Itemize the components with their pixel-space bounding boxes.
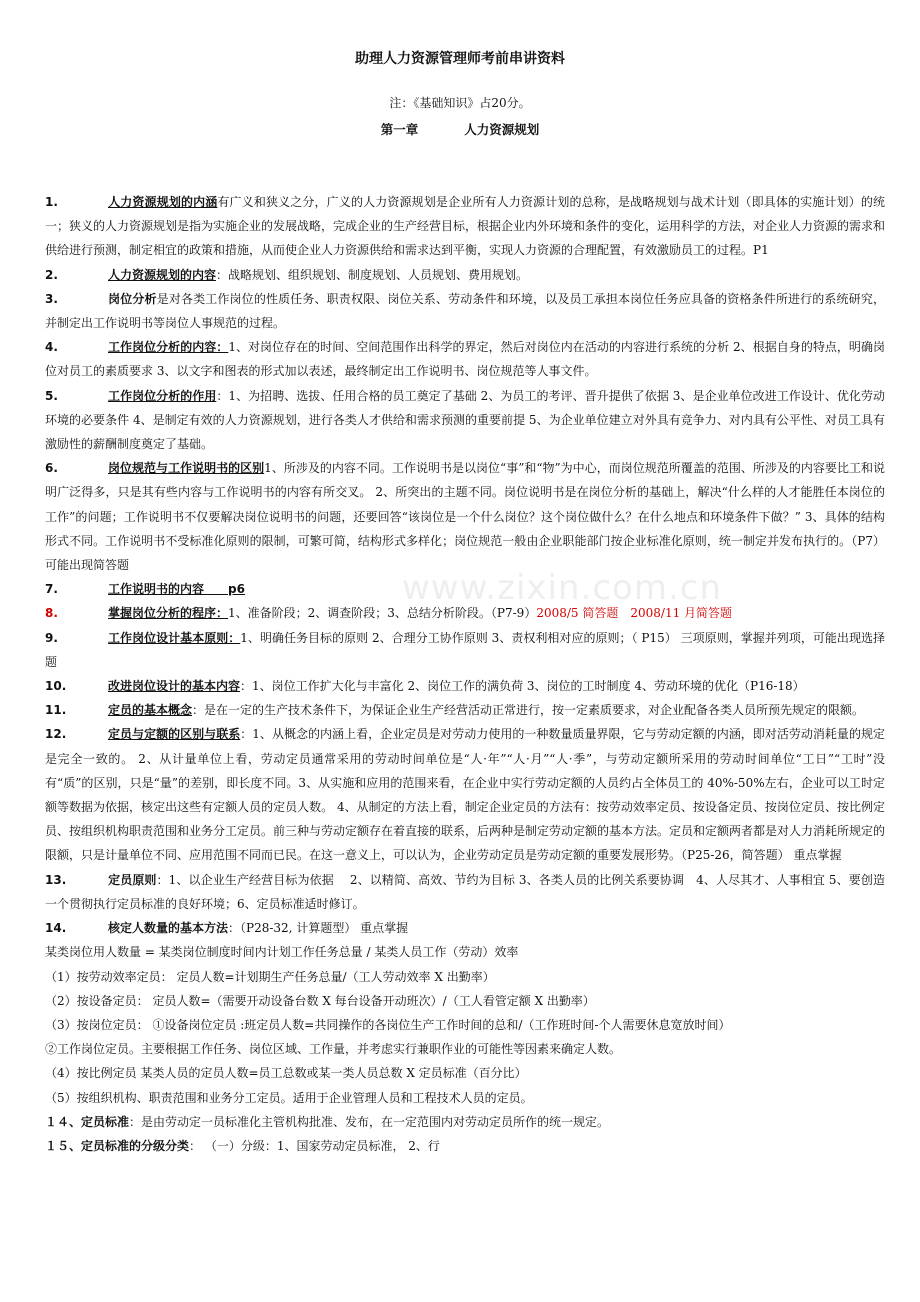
item-heading: 岗位分析 [108,291,157,306]
item-exam-note: 2008/5 简答题 2008/11 月简答题 [536,606,733,621]
item-number: 2. [45,267,58,282]
item-heading: 工作岗位分析的作用 [108,388,217,403]
item-paragraph [45,384,885,457]
formula-line: （5）按组织机构、职责范围和业务分工定员。适用于企业管理人员和工程技术人员的定员。 [45,1090,533,1105]
item-number: 4. [45,340,58,355]
item-paragraph [45,722,885,867]
item-text: ：1、岗位工作扩大化与丰富化 2、岗位工作的满负荷 3、岗位的工时制度 4、劳动环境的优化（P16-18） [240,679,805,694]
item-heading: 人力资源规划的内容 [108,267,217,282]
item-paragraph [45,916,885,940]
document-body [45,190,885,1158]
watermark: www.zixin.com.cn [402,568,722,608]
item-paragraph [45,456,885,577]
item-heading: 掌握岗位分析的程序： [108,606,229,621]
item-heading: 岗位规范与工作说明书的区别 [108,461,265,476]
item-text: ：1、从概念的内涵上看，企业定员是对劳动力使用的一种数量质量界限，它与劳动定额的内涵，即对活劳动消耗量的规定是完全一致的。 2、从计量单位上看，劳动定员通常采用的劳动时间单位是“人·年”“人·月”“人·季”，与劳动定额所采用的劳动时间单位“工日”“工时”没有“质”的区别，只是“量”的差别，即长度不同。3、从实施和应用的范围来看，在企业中实行劳动定额的人员约占全体员工的 40%-50%左右，企业可以工时定额等数据为依据，核定出这些有定额人员的定员人数。 4、从制定的方法上看，制定企业定员的方法有：按劳动效率定员、按设备定员、按岗位定员、按比例定员、按组织机构职责范围和业务分工定员。前三种与劳动定额存在着直接的联系，后两种是制定劳动定额的基本方法。定员和定额两者都是对人力消耗所规定的限额，只是计量单位不同、应用范围不同而已民。在这一意义上，可以认为，企业劳动定员是劳动定额的重要发展形势。（P25-26，简答题） 重点掌握 [45,727,886,863]
item-number: 11. [45,703,67,718]
formula-line: （3）按岗位定员： ①设备岗位定员 :班定员人数=共同操作的各岗位生产工作时间的总和/（工作班时间-个人需要休息宽放时间） [45,1017,731,1032]
tail-paragraph [45,1134,885,1158]
item-text: ：战略规划、组织规划、制度规划、人员规划、费用规划。 [216,267,529,282]
item-number: 3. [45,291,58,306]
item-heading: 定员的基本概念 [108,703,193,718]
item-heading: 工作说明书的内容 p6 [108,582,245,597]
formula-line: 某类岗位用人数量 = 某类岗位制度时间内计划工作任务总量 / 某类人员工作（劳动）效率 [45,945,519,960]
item-heading: 定员原则 [108,872,157,887]
chapter-name: 人力资源规划 [464,122,540,137]
item-text: 1、对岗位存在的时间、空间范围作出科学的界定，然后对岗位内在活动的内容进行系统的分析 2、根据自身的特点，明确岗位对员工的素质要求 3、以文字和图表的形式加以表述，最终制定出工作说明书、岗位规范等人事文件。 [45,340,885,379]
document-title: 助理人力资源管理师考前串讲资料 [355,51,565,67]
item-text: ：1、为招聘、选拔、任用合格的员工奠定了基础 2、为员工的考评、晋升提供了依据 3、是企业单位改进工作设计、优化劳动环境的必要条件 4、是制定有效的人力资源规划，进行各类人才供给和需求预测的重要前提 5、为企业单位建立对外具有竞争力、对内具有公平性、对员工具有激励性的薪酬制度奠定了基础。 [45,388,885,452]
formula-line: （2）按设备定员： 定员人数=（需要开动设备台数 X 每台设备开动班次）/（工人看管定额 X 出勤率） [45,993,595,1008]
item-text: 有广义和狭义之分，广义的人力资源规划是企业所有人力资源计划的总称，是战略规划与战术计划（即具体的实施计划）的统一；狭义的人力资源规划是指为实施企业的发展战略，完成企业的生产经营目标，根据企业内外环境和条件的变化，运用科学的方法，对企业人力资源的需求和供给进行预测，制定相宜的政策和措施，从而使企业人力资源供给和需求达到平衡，实现人力资源的合理配置，有效激励员工的过程。P1 [45,195,886,258]
item-number: 5. [45,388,58,403]
item-text: ：是在一定的生产技术条件下，为保证企业生产经营活动正常进行，按一定素质要求，对企业配备各类人员所预先规定的限额。 [192,703,865,718]
item-paragraph [45,577,885,601]
item-paragraph [45,335,885,383]
item-text: 1、准备阶段；2、调查阶段；3、总结分析阶段。（P7-9） [228,606,537,621]
item-paragraph [45,190,885,263]
item-paragraph [45,674,885,698]
tail-heading: 定员标准的分级分类 [81,1138,190,1153]
item-text: ：1、以企业生产经营目标为依据 2、以精简、高效、节约为目标 3、各类人员的比例关系要协调 4、人尽其才、人事相宜 5、要创造一个贯彻执行定员标准的良好环境；6、定员标准适时修订。 [45,872,885,911]
item-paragraph [45,287,885,335]
item-heading: 工作岗位设计基本原则： [108,630,241,645]
item-number: 6. [45,461,58,476]
item-number: 10. [45,679,67,694]
formula-line: （4）按比例定员 某类人员的定员人数=员工总数或某一类人员总数 X 定员标准（百分比） [45,1066,527,1081]
tail-text: ：是由劳动定一员标准化主管机构批准、发布，在一定范围内对劳动定员所作的统一规定。 [129,1114,610,1129]
tail-paragraph [45,1110,885,1134]
item-heading: 定员与定额的区别与联系 [108,727,241,742]
formula-line: ②工作岗位定员。主要根据工作任务、岗位区域、工作量，并考虑实行兼职作业的可能性等因素来确定人数。 [45,1042,622,1057]
tail-number: １５、 [45,1138,82,1153]
formula-line: （1）按劳动效率定员： 定员人数=计划期生产任务总量/（工人劳动效率 X 出勤率） [45,969,495,984]
item-text: 是对各类工作岗位的性质任务、职责权限、岗位关系、劳动条件和环境，以及员工承担本岗位任务应具备的资格条件所进行的系统研究，并制定出工作说明书等岗位人事规范的过程。 [45,291,885,331]
item-paragraph [45,626,885,674]
item-number: 12. [45,727,67,742]
item-heading: 改进岗位设计的基本内容 [108,679,241,694]
tail-heading: 定员标准 [81,1114,130,1129]
item-paragraph [45,601,885,625]
item-number: 8. [45,606,58,621]
item-heading: 人力资源规划的内涵 [108,195,218,209]
score-note: 注：《基础知识》占20分。 [389,96,531,110]
item-number: 7. [45,582,58,597]
item-paragraph [45,263,885,287]
item-number: 9. [45,630,58,645]
tail-text: ： （一）分级：1、国家劳动定员标准， 2、行 [189,1138,440,1153]
tail-number: １４、 [45,1114,82,1129]
item-paragraph [45,868,885,916]
item-text: ：（P28-32, 计算题型） 重点掌握 [228,921,409,936]
item-text: 1、所涉及的内容不同。工作说明书是以岗位“事”和“物”为中心，而岗位规范所覆盖的范围、所涉及的内容要比工和说明广泛得多，只是其有些内容与工作说明书的内容有所交叉。 2、所突出的主题不同。岗位说明书是在岗位分析的基础上，解决“什么样的人才能胜任本岗位的工作”的问题；工作说明书不仅要解决岗位说明书的问题，还要回答“该岗位是一个什么岗位？这个岗位做什么？在什么地点和环境条件下做？” 3、具体的结构形式不同。工作说明书不受标准化原则的限制，可繁可简，结构形式多样化；岗位规范一般由企业职能部门按企业标准化原则，统一制定并发布执行的。（P7）可能出现简答题 [45,461,885,573]
item-text: 1、明确任务目标的原则 2、合理分工协作原则 3、责权利相对应的原则；（ P15） 三项原则，掌握并列项，可能出现选择题 [45,630,885,669]
item-paragraph [45,698,885,722]
chapter-heading [0,120,920,138]
item-number: 13. [45,872,67,887]
chapter-number: 第一章 [380,122,419,137]
item-number: 1. [45,195,58,209]
item-heading: 工作岗位分析的内容： [108,340,229,355]
item-heading: 核定人数量的基本方法 [108,921,229,936]
item-number: 14. [45,921,67,936]
